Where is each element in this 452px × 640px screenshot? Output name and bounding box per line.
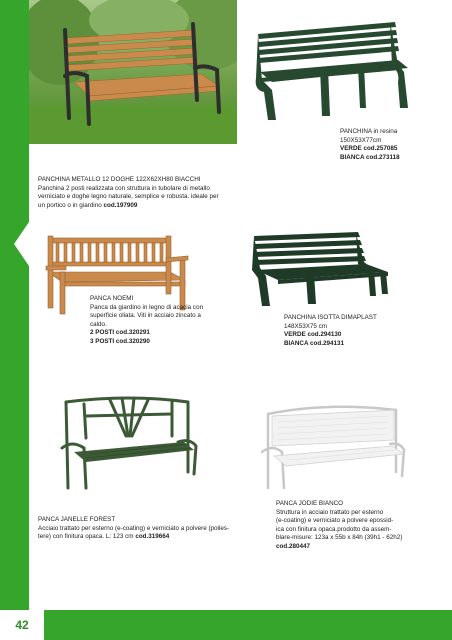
- resina-text: [340, 128, 450, 162]
- noemi-text: [90, 295, 210, 347]
- noemi-code-2: 2 POSTI cod.320291: [90, 329, 150, 337]
- noemi-desc-3: caldo.: [90, 320, 107, 328]
- resina-code-white: BIANCA cod.273118: [340, 153, 400, 161]
- janelle-desc-2: tere) con finitura opaca. L: 123 cm: [38, 533, 134, 541]
- metallo-bench-photo: [29, 0, 237, 144]
- stripe-notch: [0, 0, 29, 640]
- resina-title: PANCHINA in resina: [340, 128, 398, 135]
- noemi-desc-2: superficie oliata. Viti in acciaio zincato a: [90, 312, 201, 320]
- resina-code-green: VERDE cod.257085: [340, 145, 398, 153]
- metallo-title: PANCHINA METALLO 12 DOGHE 122X62XH80 BIACCHI: [38, 176, 201, 183]
- footer-bar: [0, 610, 452, 640]
- jodie-code: cod.280447: [276, 542, 310, 550]
- jodie-desc-2: (e-coating) e verniciato a polvere epossid-: [276, 517, 394, 525]
- isotta-code-green: VERDE cod.294130: [284, 331, 342, 339]
- metallo-desc-2: verniciato e doghe legno naturale, semplice e robusta. ideale per: [38, 193, 219, 201]
- isotta-bench-photo: [248, 230, 393, 310]
- resina-size: 150X53X77cm: [340, 136, 382, 144]
- jodie-desc-1: Struttura in acciaio trattato per esterno: [276, 508, 384, 516]
- janelle-text: [38, 516, 278, 542]
- metallo-desc-1: Panchina 2 posti realizzata con struttura in tubolare di metallo: [38, 184, 210, 192]
- metallo-desc-3: un portico o in giardino: [38, 201, 102, 209]
- jodie-bench-photo: [258, 400, 408, 492]
- noemi-code-3: 3 POSTI cod.320290: [90, 337, 150, 345]
- janelle-code: cod.319664: [135, 533, 170, 541]
- jodie-desc-4: blare-misure: 123a x 55b x 84h (39h1 - 62h2): [276, 534, 403, 542]
- noemi-title: PANCA NOEMI: [90, 295, 134, 302]
- metallo-code: cod.197909: [103, 201, 138, 209]
- janelle-title: PANCA JANELLE FOREST: [38, 516, 116, 523]
- jodie-title: PANCA JODIE BIANCO: [276, 500, 344, 507]
- jodie-text: [276, 500, 446, 552]
- isotta-title: PANCHINA ISOTTA DIMAPLAST: [284, 314, 377, 321]
- jodie-desc-3: ica con finitura opaca.prodotto da assem-: [276, 525, 392, 533]
- janelle-bench-photo: [60, 392, 200, 492]
- metallo-text: [38, 176, 248, 210]
- isotta-text: [284, 314, 434, 348]
- page-number: 42: [0, 610, 44, 640]
- janelle-desc-1: Acciaio trattato per esterno (e-coating) e verniciato a polvere (polies-: [38, 524, 230, 532]
- resina-bench-photo: [250, 20, 410, 125]
- noemi-desc-1: Panca da giardino in legno di acacia con: [90, 303, 204, 311]
- isotta-size: 148X53X75 cm: [284, 322, 328, 330]
- isotta-code-white: BIANCA cod.294131: [284, 339, 344, 347]
